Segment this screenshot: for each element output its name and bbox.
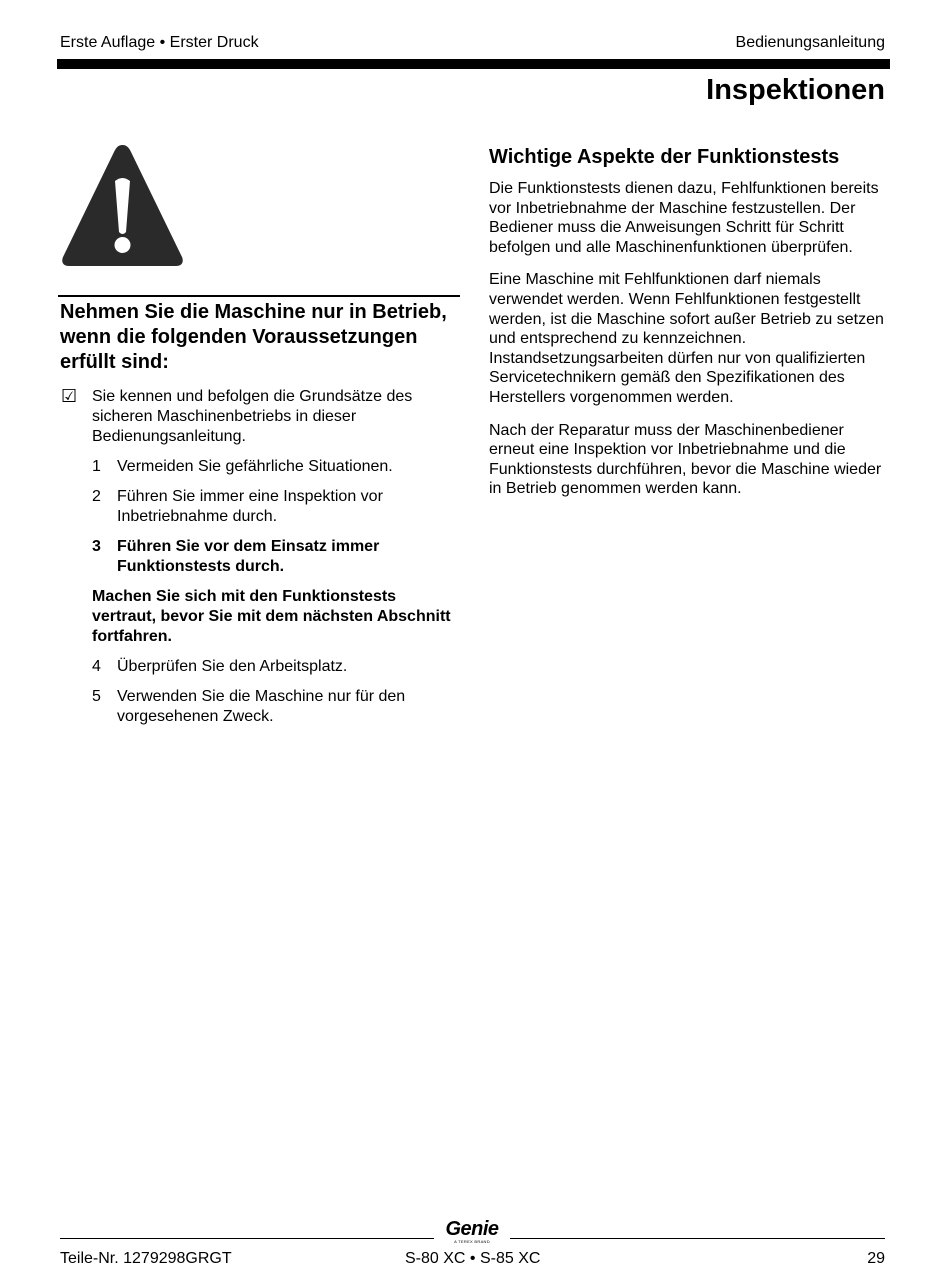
warning-triangle-icon (60, 143, 185, 267)
checklist-item (60, 387, 458, 447)
footer-rule-right (510, 1238, 885, 1239)
list-item (60, 657, 458, 677)
logo-word: Genie (445, 1218, 499, 1240)
numbered-list-continued (60, 657, 458, 727)
list-item (60, 487, 458, 527)
left-heading: Nehmen Sie die Maschine nur in Betrieb, wenn die folgenden Voraussetzungen erfüllt sind: (60, 301, 447, 373)
note-paragraph: Machen Sie sich mit den Funktionstests vertraut, bevor Sie mit dem nächsten Abschnitt fortfahren. (92, 588, 451, 645)
list-item (60, 537, 458, 577)
right-heading: Wichtige Aspekte der Funktionstests (489, 146, 840, 168)
list-text: Überprüfen Sie den Arbeitsplatz. (117, 658, 348, 675)
page-number: 29 (867, 1250, 885, 1267)
logo-tagline: A TEREX BRAND (454, 1239, 490, 1244)
left-column (60, 300, 458, 737)
body-paragraph: Die Funktionstests dienen dazu, Fehlfunktionen bereits vor Inbetriebnahme der Maschine festzustellen. Der Bediener muss die Anweisungen Schritt für Schritt befolgen und alle Maschinenfunktionen überprüfen. (489, 180, 879, 256)
list-text: Führen Sie immer eine Inspektion vor Inbetriebnahme durch. (117, 488, 383, 525)
right-column (489, 144, 889, 512)
list-number: 1 (92, 458, 101, 475)
list-text: Vermeiden Sie gefährliche Situationen. (117, 458, 393, 475)
list-number: 3 (92, 538, 101, 555)
part-number: Teile-Nr. 1279298GRGT (60, 1250, 232, 1267)
header-bar (57, 59, 890, 69)
numbered-list (60, 457, 458, 577)
list-item (60, 687, 458, 727)
checklist-text: Sie kennen und befolgen die Grundsätze des sicheren Maschinenbetriebs in dieser Bedienungsanleitung. (92, 388, 413, 445)
list-text: Führen Sie vor dem Einsatz immer Funktionstests durch. (117, 538, 380, 575)
genie-logo (436, 1219, 508, 1245)
model-names: S-80 XC • S-85 XC (405, 1250, 541, 1267)
section-title: Inspektionen (706, 74, 885, 106)
running-header-right: Bedienungsanleitung (735, 34, 885, 51)
list-number: 2 (92, 488, 101, 505)
section-divider (58, 295, 460, 297)
list-item (60, 457, 458, 477)
body-paragraph: Eine Maschine mit Fehlfunktionen darf niemals verwendet werden. Wenn Fehlfunktionen festgestellt werden, ist die Maschine sofort außer Betrieb zu setzen und entsprechend zu kennzeichnen. Instandsetzungsarbeiten dürfen nur von qualifizierten Servicetechnikern gemäß den Spezifikationen des Herstellers vorgenommen werden. (489, 271, 884, 406)
running-header-left: Erste Auflage • Erster Druck (60, 34, 259, 51)
body-paragraph: Nach der Reparatur muss der Maschinenbediener erneut eine Inspektion vor Inbetriebnahme und die Funktionstests durchführen, bevor die Maschine wieder in Betrieb genommen werden kann. (489, 421, 882, 498)
footer-rule-left (60, 1238, 434, 1239)
list-number: 5 (92, 688, 101, 705)
checkbox-checked-icon: ☑ (61, 386, 78, 406)
list-number: 4 (92, 658, 101, 675)
list-text: Verwenden Sie die Maschine nur für den vorgesehenen Zweck. (117, 688, 406, 725)
